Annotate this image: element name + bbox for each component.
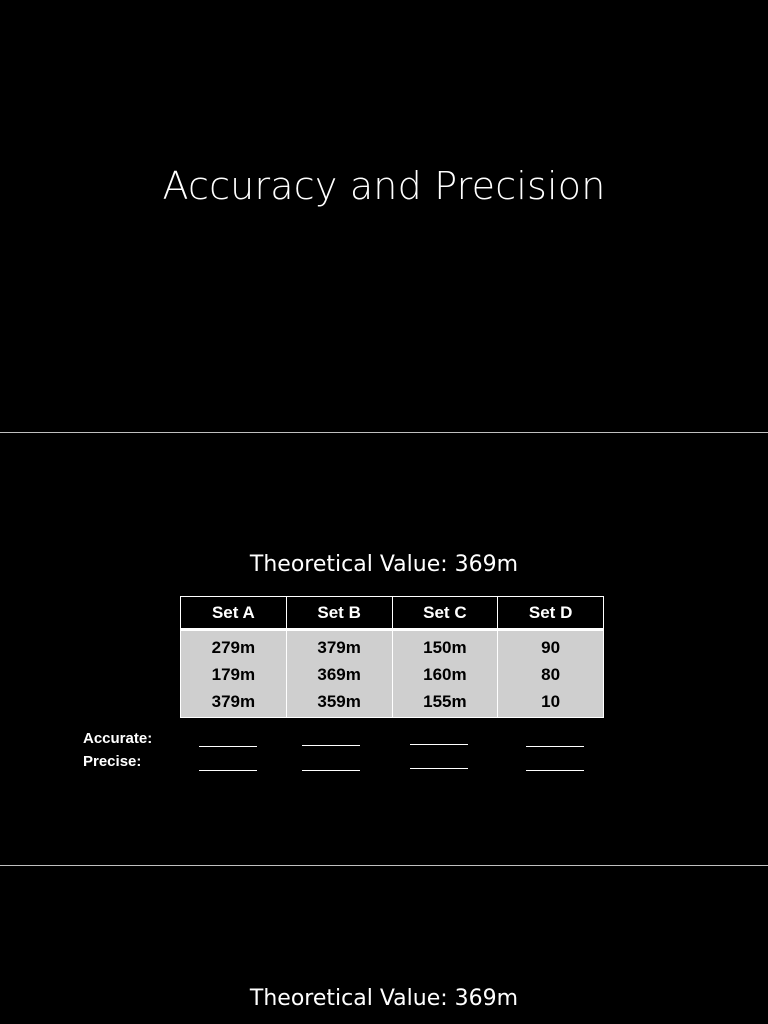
theoretical-value: Theoretical Value: 369m [249,552,519,577]
slide-3 [0,867,768,1024]
value: 359m [317,691,361,711]
accurate-blank-set-a [199,746,257,747]
value: 279m [211,637,256,657]
precise-label: Precise: [83,753,142,770]
value: 80 [541,664,561,684]
value: 10 [541,691,561,711]
precise-blank-set-c [410,768,468,769]
value: 90 [541,637,561,657]
table-row [181,630,604,718]
slide-title: Accuracy and Precision [162,164,606,208]
accurate-blank-set-b [302,745,360,746]
theoretical-value: Theoretical Value: 369m [249,986,519,1011]
header-set-c: Set C [392,597,498,630]
header-set-a: Set A [181,597,287,630]
accurate-label: Accurate: [83,730,153,747]
cell-set-a [181,630,287,718]
header-set-d: Set D [498,597,604,630]
precise-blank-set-a [199,770,257,771]
cell-set-c [392,630,498,718]
value: 179m [211,664,256,684]
accurate-blank-set-c [410,744,468,745]
value: 160m [423,664,467,684]
cell-set-b [286,630,392,718]
slide-divider [0,432,768,433]
precise-blank-set-b [302,770,360,771]
precise-blank-set-d [526,770,584,771]
cell-set-d [498,630,604,718]
accurate-blank-set-d [526,746,584,747]
slide-1 [0,0,768,432]
slide-2 [0,434,768,865]
header-set-b: Set B [286,597,392,630]
value: 155m [423,691,467,711]
value: 379m [211,691,256,711]
table-header-row [181,597,604,630]
data-table [180,596,604,718]
slide-divider [0,865,768,866]
value: 379m [317,637,361,657]
value: 369m [317,664,361,684]
value: 150m [423,637,467,657]
